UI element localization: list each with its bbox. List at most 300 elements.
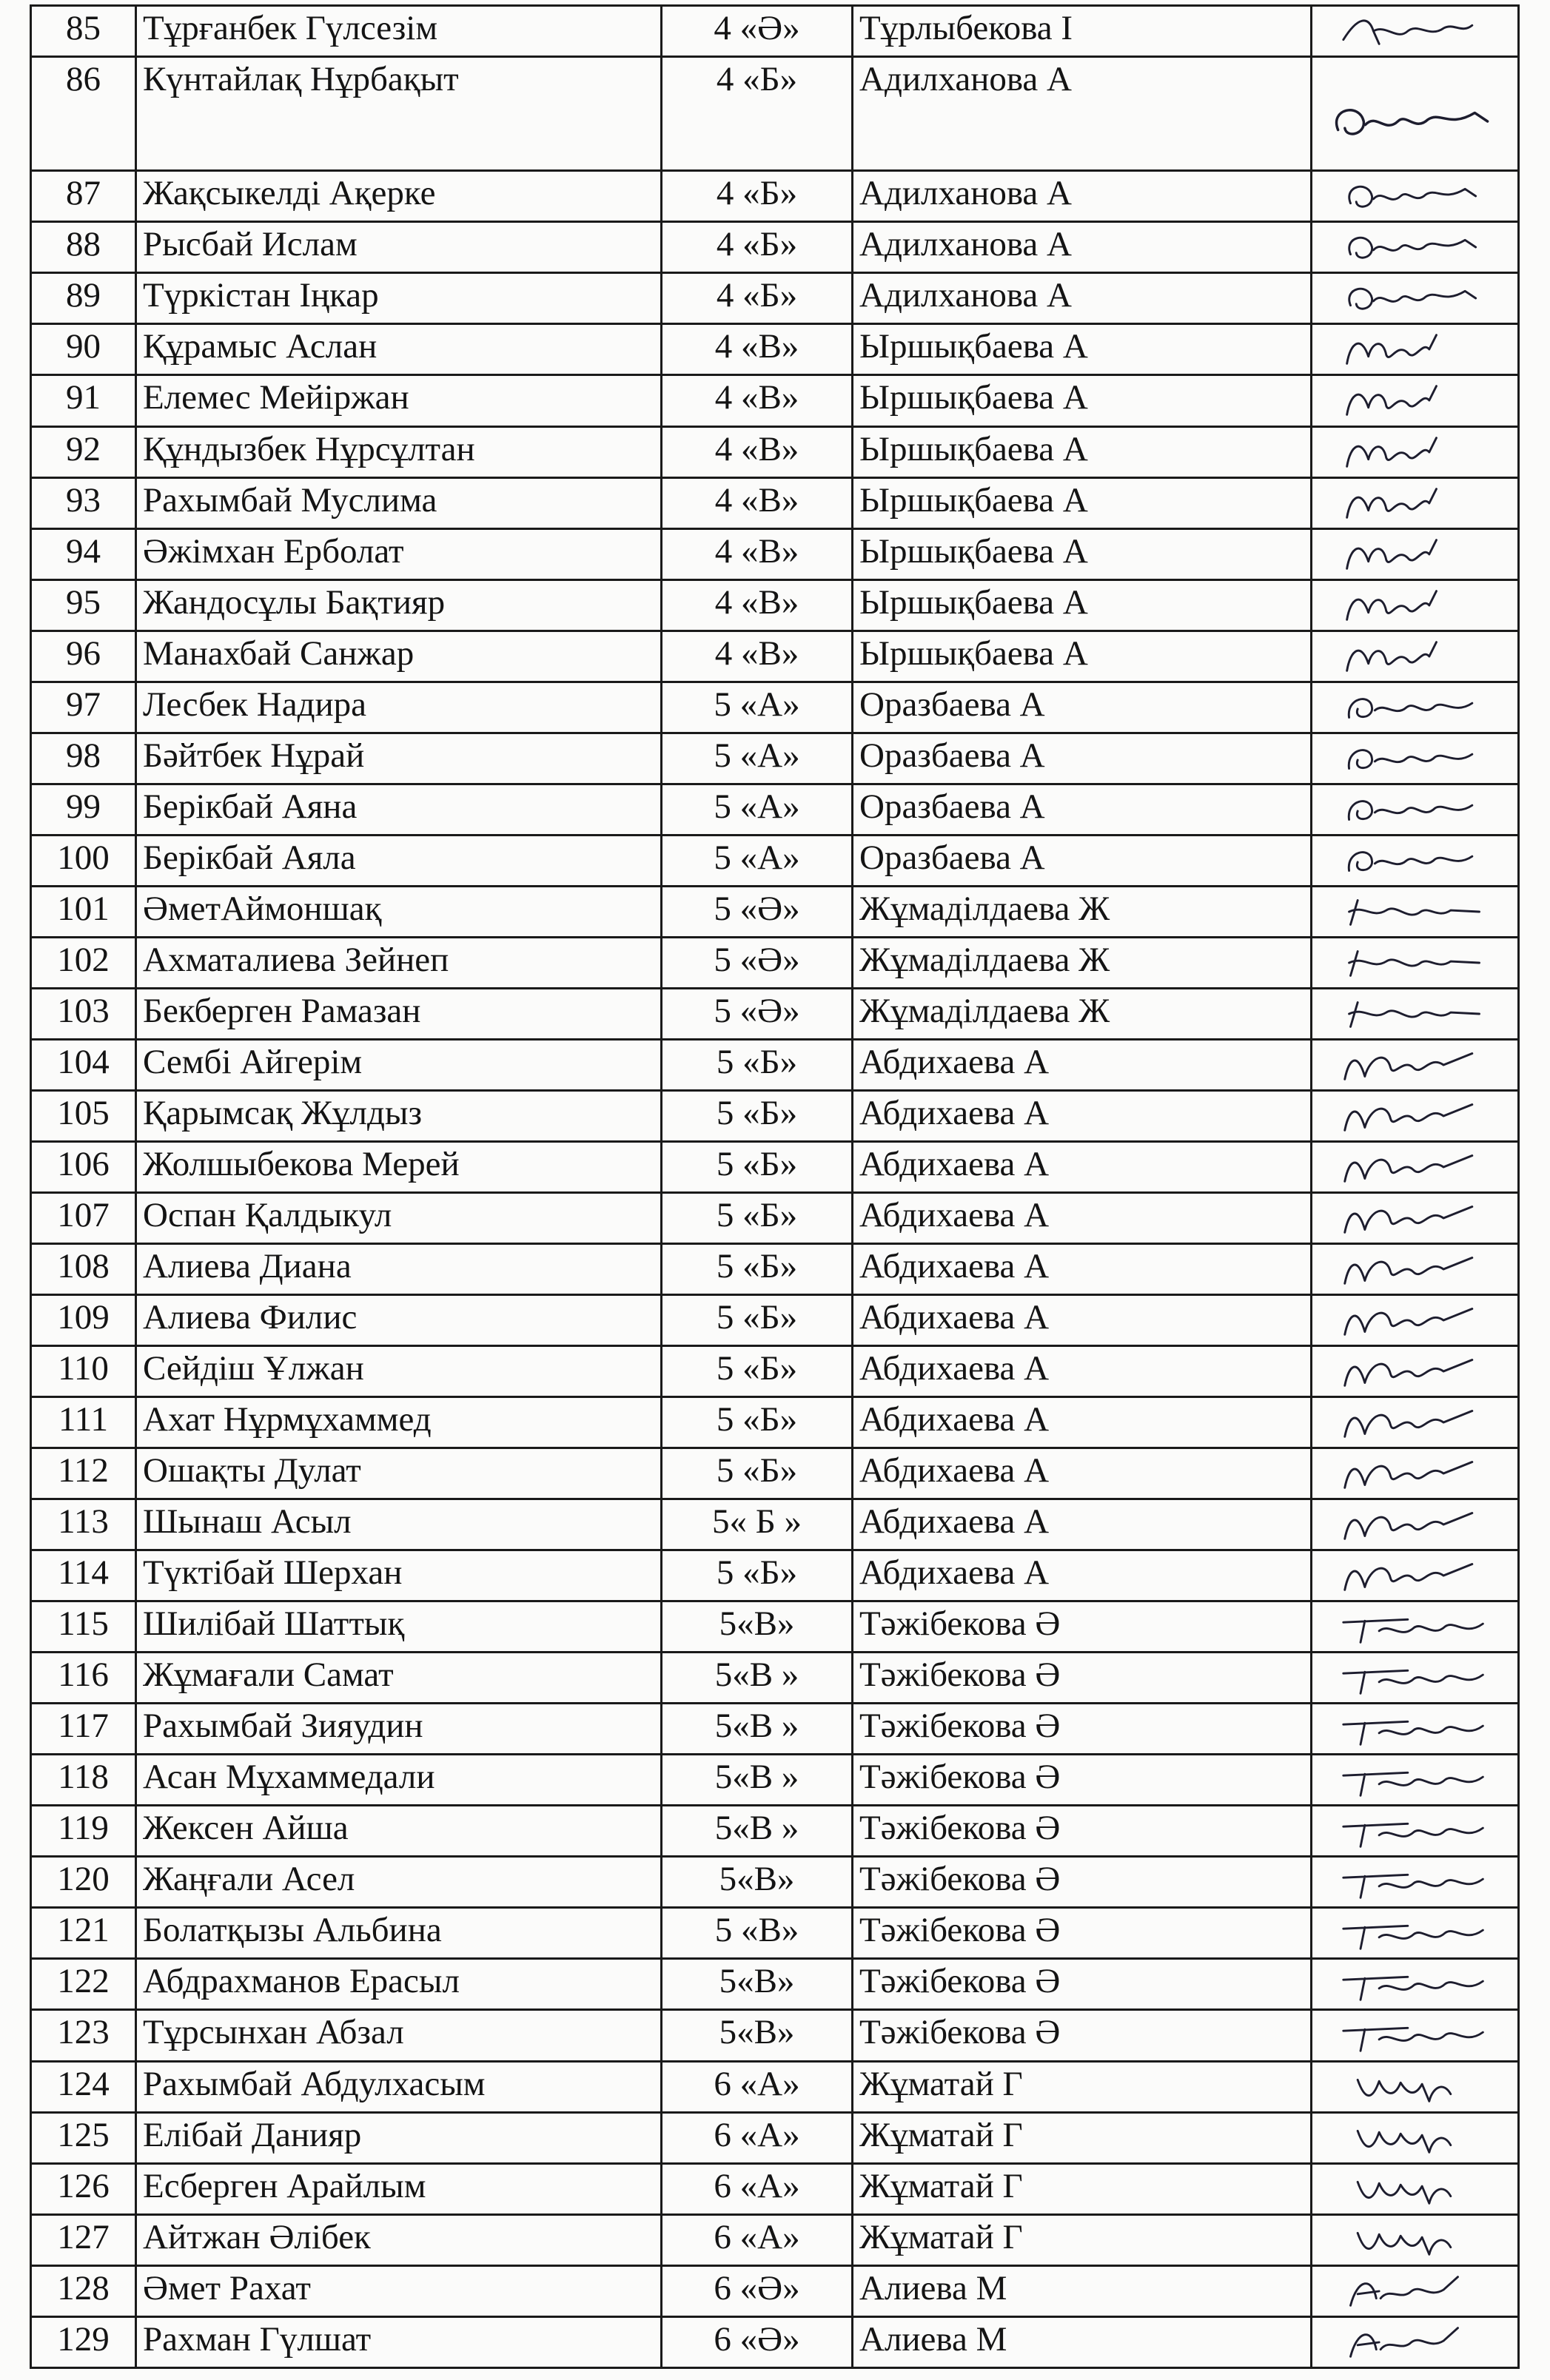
table-row xyxy=(31,1806,1519,1857)
row-number-cell: 129 xyxy=(31,2316,136,2367)
class-cell: 4 «Б» xyxy=(662,57,853,171)
row-number-cell: 118 xyxy=(31,1755,136,1806)
teacher-cell: Абдихаева А xyxy=(853,1448,1312,1499)
class-cell: 5«В » xyxy=(662,1806,853,1857)
class-cell: 4 «В» xyxy=(662,375,853,426)
student-name-cell: Алиева Диана xyxy=(136,1244,662,1295)
student-name-cell: Күнтайлақ Нұрбақыт xyxy=(136,57,662,171)
table-row xyxy=(31,1601,1519,1653)
handwritten-signature xyxy=(1312,2321,1517,2364)
teacher-cell: Тәжібекова Ә xyxy=(853,1959,1312,2010)
table-row xyxy=(31,886,1519,937)
table-row xyxy=(31,1090,1519,1141)
handwritten-signature xyxy=(1312,533,1517,576)
handwritten-signature xyxy=(1312,379,1517,422)
student-name-cell: Оспан Қалдыкул xyxy=(136,1192,662,1243)
signature-cell xyxy=(1312,6,1519,57)
table-row xyxy=(31,222,1519,273)
handwritten-signature xyxy=(1312,1605,1517,1648)
class-cell: 6 «Ә» xyxy=(662,2265,853,2316)
teacher-cell: Оразбаева А xyxy=(853,835,1312,886)
signature-cell xyxy=(1312,57,1519,171)
class-cell: 5«В» xyxy=(662,2010,853,2061)
class-cell: 5 «Ә» xyxy=(662,937,853,988)
class-cell: 5«В» xyxy=(662,1601,853,1653)
class-cell: 5 «Б» xyxy=(662,1295,853,1346)
signature-cell xyxy=(1312,1704,1519,1755)
signature-stroke xyxy=(1349,699,1472,717)
row-number-cell: 110 xyxy=(31,1346,136,1397)
table-row xyxy=(31,937,1519,988)
signature-cell xyxy=(1312,579,1519,631)
signature-stroke xyxy=(1345,1411,1472,1437)
handwritten-signature xyxy=(1312,686,1517,729)
student-name-cell: Түркістан Іңкар xyxy=(136,273,662,324)
handwritten-signature xyxy=(1312,2168,1517,2211)
teacher-cell: Тәжібекова Ә xyxy=(853,1908,1312,1959)
handwritten-signature xyxy=(1312,1043,1517,1086)
signature-stroke xyxy=(1343,1977,1483,2000)
row-number-cell: 90 xyxy=(31,324,136,375)
handwritten-signature xyxy=(1312,2270,1517,2313)
row-number-cell: 124 xyxy=(31,2061,136,2112)
signature-cell xyxy=(1312,682,1519,733)
signature-cell xyxy=(1312,631,1519,682)
student-name-cell: ӘметАймоншақ xyxy=(136,886,662,937)
table-row xyxy=(31,57,1519,171)
table-row xyxy=(31,579,1519,631)
table-row xyxy=(31,1244,1519,1295)
teacher-cell: Адилханова А xyxy=(853,171,1312,222)
signature-stroke xyxy=(1347,539,1437,568)
signature-stroke xyxy=(1345,1155,1472,1181)
teacher-cell: Оразбаева А xyxy=(853,733,1312,784)
teacher-cell: Жұматай Г xyxy=(853,2214,1312,2265)
signature-cell xyxy=(1312,2316,1519,2367)
student-name-cell: Болатқызы Альбина xyxy=(136,1908,662,1959)
teacher-cell: Ыршықбаева А xyxy=(853,579,1312,631)
signature-stroke xyxy=(1347,437,1437,466)
row-number-cell: 86 xyxy=(31,57,136,171)
table-row xyxy=(31,835,1519,886)
student-name-cell: Бекберген Рамазан xyxy=(136,988,662,1039)
teacher-cell: Алиева М xyxy=(853,2316,1312,2367)
teacher-cell: Адилханова А xyxy=(853,273,1312,324)
handwritten-signature xyxy=(1312,890,1517,933)
handwritten-signature xyxy=(1312,788,1517,831)
table-row xyxy=(31,1448,1519,1499)
row-number-cell: 117 xyxy=(31,1704,136,1755)
table-row xyxy=(31,1039,1519,1090)
row-number-cell: 96 xyxy=(31,631,136,682)
signature-cell xyxy=(1312,1192,1519,1243)
table-row xyxy=(31,2214,1519,2265)
row-number-cell: 85 xyxy=(31,6,136,57)
class-cell: 5 «В» xyxy=(662,1908,853,1959)
row-number-cell: 119 xyxy=(31,1806,136,1857)
student-list-table xyxy=(30,4,1520,2369)
row-number-cell: 95 xyxy=(31,579,136,631)
signature-stroke xyxy=(1347,642,1437,670)
teacher-cell: Ыршықбаева А xyxy=(853,324,1312,375)
signature-stroke xyxy=(1345,1207,1472,1233)
class-cell: 5 «А» xyxy=(662,682,853,733)
table-row xyxy=(31,1499,1519,1550)
handwritten-signature xyxy=(1312,431,1517,474)
teacher-cell: Жұмаділдаева Ж xyxy=(853,886,1312,937)
teacher-cell: Абдихаева А xyxy=(853,1039,1312,1090)
class-cell: 5 «Б» xyxy=(662,1346,853,1397)
handwritten-signature xyxy=(1312,2014,1517,2057)
signature-stroke xyxy=(1345,1053,1472,1079)
row-number-cell: 99 xyxy=(31,784,136,835)
signature-cell xyxy=(1312,835,1519,886)
handwritten-signature xyxy=(1312,584,1517,627)
signature-cell xyxy=(1312,324,1519,375)
signature-cell xyxy=(1312,273,1519,324)
handwritten-signature xyxy=(1312,941,1517,984)
handwritten-signature xyxy=(1312,1554,1517,1597)
teacher-cell: Жұматай Г xyxy=(853,2112,1312,2163)
handwritten-signature xyxy=(1312,226,1517,269)
signature-cell xyxy=(1312,1039,1519,1090)
signature-cell xyxy=(1312,477,1519,528)
handwritten-signature xyxy=(1312,328,1517,371)
table-row xyxy=(31,1346,1519,1397)
student-name-cell: Әжімхан Ерболат xyxy=(136,528,662,579)
signature-stroke xyxy=(1347,386,1437,415)
row-number-cell: 98 xyxy=(31,733,136,784)
signature-stroke xyxy=(1349,238,1476,258)
table-row xyxy=(31,477,1519,528)
handwritten-signature xyxy=(1312,277,1517,320)
signature-cell xyxy=(1312,528,1519,579)
handwritten-signature xyxy=(1312,1350,1517,1393)
class-cell: 5«В » xyxy=(662,1653,853,1704)
handwritten-signature xyxy=(1312,1299,1517,1342)
class-cell: 4 «Б» xyxy=(662,273,853,324)
student-name-cell: Рысбай Ислам xyxy=(136,222,662,273)
class-cell: 6 «А» xyxy=(662,2163,853,2214)
handwritten-signature xyxy=(1312,1197,1517,1240)
signature-stroke xyxy=(1345,1513,1472,1539)
row-number-cell: 94 xyxy=(31,528,136,579)
class-cell: 5«В » xyxy=(662,1704,853,1755)
row-number-cell: 122 xyxy=(31,1959,136,2010)
student-name-cell: Берікбай Аяна xyxy=(136,784,662,835)
handwritten-signature xyxy=(1312,1401,1517,1444)
student-name-cell: Есберген Арайлым xyxy=(136,2163,662,2214)
table-row xyxy=(31,426,1519,477)
row-number-cell: 107 xyxy=(31,1192,136,1243)
handwritten-signature xyxy=(1312,10,1517,53)
student-name-cell: Айтжан Әлібек xyxy=(136,2214,662,2265)
signature-stroke xyxy=(1345,1360,1472,1386)
signature-stroke xyxy=(1343,1671,1483,1694)
row-number-cell: 128 xyxy=(31,2265,136,2316)
class-cell: 5 «Б» xyxy=(662,1244,853,1295)
signature-cell xyxy=(1312,2112,1519,2163)
handwritten-signature xyxy=(1312,1758,1517,1801)
student-name-cell: Манахбай Санжар xyxy=(136,631,662,682)
student-name-cell: Елібай Данияр xyxy=(136,2112,662,2163)
table-row xyxy=(31,375,1519,426)
teacher-cell: Жұматай Г xyxy=(853,2163,1312,2214)
teacher-cell: Тәжібекова Ә xyxy=(853,1806,1312,1857)
table-row xyxy=(31,1755,1519,1806)
table-row xyxy=(31,1653,1519,1704)
student-name-cell: Абдрахманов Ерасыл xyxy=(136,1959,662,2010)
row-number-cell: 126 xyxy=(31,2163,136,2214)
class-cell: 5 «А» xyxy=(662,835,853,886)
teacher-cell: Абдихаева А xyxy=(853,1192,1312,1243)
row-number-cell: 125 xyxy=(31,2112,136,2163)
student-name-cell: Сембі Айгерім xyxy=(136,1039,662,1090)
student-name-cell: Түктібай Шерхан xyxy=(136,1550,662,1601)
teacher-cell: Оразбаева А xyxy=(853,682,1312,733)
teacher-cell: Оразбаева А xyxy=(853,784,1312,835)
class-cell: 6 «А» xyxy=(662,2112,853,2163)
signature-cell xyxy=(1312,937,1519,988)
signature-stroke xyxy=(1349,951,1480,975)
signature-stroke xyxy=(1343,1824,1483,1847)
student-name-cell: Құндызбек Нұрсұлтан xyxy=(136,426,662,477)
row-number-cell: 113 xyxy=(31,1499,136,1550)
student-name-cell: Бәйтбек Нұрай xyxy=(136,733,662,784)
teacher-cell: Абдихаева А xyxy=(853,1346,1312,1397)
signature-stroke xyxy=(1349,187,1476,207)
handwritten-signature xyxy=(1312,737,1517,780)
signature-cell xyxy=(1312,2214,1519,2265)
table-row xyxy=(31,2316,1519,2367)
class-cell: 5 «Б» xyxy=(662,1550,853,1601)
signature-stroke xyxy=(1349,900,1480,924)
row-number-cell: 92 xyxy=(31,426,136,477)
signature-cell xyxy=(1312,222,1519,273)
signature-cell xyxy=(1312,1244,1519,1295)
signature-stroke xyxy=(1345,1258,1472,1284)
student-name-cell: Жексен Айша xyxy=(136,1806,662,1857)
signature-stroke xyxy=(1345,1104,1472,1130)
row-number-cell: 127 xyxy=(31,2214,136,2265)
row-number-cell: 123 xyxy=(31,2010,136,2061)
signature-stroke xyxy=(1343,1620,1483,1643)
signature-cell xyxy=(1312,1806,1519,1857)
teacher-cell: Ыршықбаева А xyxy=(853,477,1312,528)
handwritten-signature xyxy=(1312,1860,1517,1903)
teacher-cell: Тәжібекова Ә xyxy=(853,1755,1312,1806)
signature-stroke xyxy=(1351,2276,1458,2305)
teacher-cell: Адилханова А xyxy=(853,222,1312,273)
signature-stroke xyxy=(1347,335,1437,364)
class-cell: 5«В» xyxy=(662,1959,853,2010)
signature-stroke xyxy=(1347,591,1437,619)
table-row xyxy=(31,1857,1519,1908)
class-cell: 5 «Б» xyxy=(662,1039,853,1090)
student-list-body xyxy=(31,6,1519,2368)
student-name-cell: Алиева Филис xyxy=(136,1295,662,1346)
signature-stroke xyxy=(1345,1564,1472,1590)
signature-stroke xyxy=(1349,1002,1480,1026)
signature-stroke xyxy=(1343,1722,1483,1745)
row-number-cell: 102 xyxy=(31,937,136,988)
signature-stroke xyxy=(1349,289,1476,309)
row-number-cell: 114 xyxy=(31,1550,136,1601)
class-cell: 6 «Ә» xyxy=(662,2316,853,2367)
signature-cell xyxy=(1312,1295,1519,1346)
class-cell: 4 «В» xyxy=(662,631,853,682)
signature-cell xyxy=(1312,1755,1519,1806)
table-row xyxy=(31,2163,1519,2214)
table-row xyxy=(31,2010,1519,2061)
signature-stroke xyxy=(1343,2028,1483,2051)
table-row xyxy=(31,2112,1519,2163)
signature-cell xyxy=(1312,1550,1519,1601)
row-number-cell: 93 xyxy=(31,477,136,528)
class-cell: 5 «Б» xyxy=(662,1448,853,1499)
class-cell: 6 «А» xyxy=(662,2214,853,2265)
table-row xyxy=(31,1397,1519,1448)
table-row xyxy=(31,1192,1519,1243)
table-row xyxy=(31,682,1519,733)
handwritten-signature xyxy=(1312,1656,1517,1699)
row-number-cell: 100 xyxy=(31,835,136,886)
handwritten-signature xyxy=(1312,1912,1517,1954)
student-name-cell: Лесбек Надира xyxy=(136,682,662,733)
row-number-cell: 106 xyxy=(31,1141,136,1192)
handwritten-signature xyxy=(1312,1707,1517,1750)
table-row xyxy=(31,1295,1519,1346)
table-row xyxy=(31,784,1519,835)
handwritten-signature xyxy=(1312,1963,1517,2006)
signature-stroke xyxy=(1347,488,1437,517)
row-number-cell: 101 xyxy=(31,886,136,937)
student-name-cell: Жаңғали Асел xyxy=(136,1857,662,1908)
class-cell: 4 «В» xyxy=(662,426,853,477)
student-name-cell: Жолшыбекова Мерей xyxy=(136,1141,662,1192)
teacher-cell: Жұмаділдаева Ж xyxy=(853,937,1312,988)
row-number-cell: 87 xyxy=(31,171,136,222)
class-cell: 4 «В» xyxy=(662,324,853,375)
handwritten-signature xyxy=(1312,482,1517,525)
student-name-cell: Рахымбай Зияудин xyxy=(136,1704,662,1755)
signature-stroke xyxy=(1349,852,1472,870)
signature-stroke xyxy=(1351,2327,1458,2356)
teacher-cell: Ыршықбаева А xyxy=(853,375,1312,426)
row-number-cell: 89 xyxy=(31,273,136,324)
signature-stroke xyxy=(1345,1309,1472,1335)
handwritten-signature xyxy=(1312,1095,1517,1137)
handwritten-signature xyxy=(1312,1248,1517,1291)
signature-stroke xyxy=(1358,2131,1451,2152)
handwritten-signature xyxy=(1312,2219,1517,2262)
table-row xyxy=(31,6,1519,57)
class-cell: 5 «Ә» xyxy=(662,988,853,1039)
student-name-cell: Ахат Нұрмұхаммед xyxy=(136,1397,662,1448)
handwritten-signature xyxy=(1312,175,1517,218)
signature-stroke xyxy=(1345,1462,1472,1488)
row-number-cell: 108 xyxy=(31,1244,136,1295)
teacher-cell: Жұмаділдаева Ж xyxy=(853,988,1312,1039)
class-cell: 5 «А» xyxy=(662,784,853,835)
teacher-cell: Абдихаева А xyxy=(853,1090,1312,1141)
signature-cell xyxy=(1312,988,1519,1039)
table-row xyxy=(31,273,1519,324)
student-name-cell: Қарымсақ Жұлдыз xyxy=(136,1090,662,1141)
handwritten-signature xyxy=(1312,635,1517,678)
table-row xyxy=(31,631,1519,682)
row-number-cell: 109 xyxy=(31,1295,136,1346)
row-number-cell: 97 xyxy=(31,682,136,733)
table-row xyxy=(31,988,1519,1039)
signature-cell xyxy=(1312,1857,1519,1908)
signature-stroke xyxy=(1337,110,1488,133)
class-cell: 5« Б » xyxy=(662,1499,853,1550)
table-row xyxy=(31,2061,1519,2112)
student-name-cell: Жандосұлы Бақтияр xyxy=(136,579,662,631)
student-name-cell: Құрамыс Аслан xyxy=(136,324,662,375)
handwritten-signature xyxy=(1312,2065,1517,2108)
class-cell: 5 «Б» xyxy=(662,1090,853,1141)
table-row xyxy=(31,1550,1519,1601)
row-number-cell: 115 xyxy=(31,1601,136,1653)
class-cell: 4 «В» xyxy=(662,579,853,631)
class-cell: 5«В» xyxy=(662,1857,853,1908)
row-number-cell: 120 xyxy=(31,1857,136,1908)
signature-cell xyxy=(1312,1448,1519,1499)
teacher-cell: Тұрлыбекова І xyxy=(853,6,1312,57)
signature-stroke xyxy=(1358,2233,1451,2254)
signature-cell xyxy=(1312,1601,1519,1653)
row-number-cell: 111 xyxy=(31,1397,136,1448)
student-name-cell: Рахман Гүлшат xyxy=(136,2316,662,2367)
teacher-cell: Абдихаева А xyxy=(853,1397,1312,1448)
signature-cell xyxy=(1312,2061,1519,2112)
class-cell: 5 «Ә» xyxy=(662,886,853,937)
student-name-cell: Ахматалиева Зейнеп xyxy=(136,937,662,988)
student-name-cell: Шилібай Шаттық xyxy=(136,1601,662,1653)
teacher-cell: Ыршықбаева А xyxy=(853,426,1312,477)
signature-cell xyxy=(1312,426,1519,477)
teacher-cell: Абдихаева А xyxy=(853,1499,1312,1550)
teacher-cell: Алиева М xyxy=(853,2265,1312,2316)
signature-cell xyxy=(1312,1346,1519,1397)
handwritten-signature xyxy=(1312,1452,1517,1495)
student-name-cell: Ошақты Дулат xyxy=(136,1448,662,1499)
row-number-cell: 105 xyxy=(31,1090,136,1141)
class-cell: 5«В » xyxy=(662,1755,853,1806)
student-name-cell: Шынаш Асыл xyxy=(136,1499,662,1550)
row-number-cell: 112 xyxy=(31,1448,136,1499)
table-row xyxy=(31,1908,1519,1959)
teacher-cell: Тәжібекова Ә xyxy=(853,1653,1312,1704)
teacher-cell: Тәжібекова Ә xyxy=(853,1857,1312,1908)
signature-cell xyxy=(1312,1653,1519,1704)
table-row xyxy=(31,1704,1519,1755)
class-cell: 4 «В» xyxy=(662,528,853,579)
teacher-cell: Жұматай Г xyxy=(853,2061,1312,2112)
student-name-cell: Рахымбай Муслима xyxy=(136,477,662,528)
signature-stroke xyxy=(1349,801,1472,819)
class-cell: 4 «В» xyxy=(662,477,853,528)
table-row xyxy=(31,1141,1519,1192)
signature-stroke xyxy=(1358,2080,1451,2101)
student-name-cell: Сейдіш Ұлжан xyxy=(136,1346,662,1397)
signature-cell xyxy=(1312,733,1519,784)
class-cell: 4 «Ә» xyxy=(662,6,853,57)
table-row xyxy=(31,528,1519,579)
teacher-cell: Абдихаева А xyxy=(853,1244,1312,1295)
